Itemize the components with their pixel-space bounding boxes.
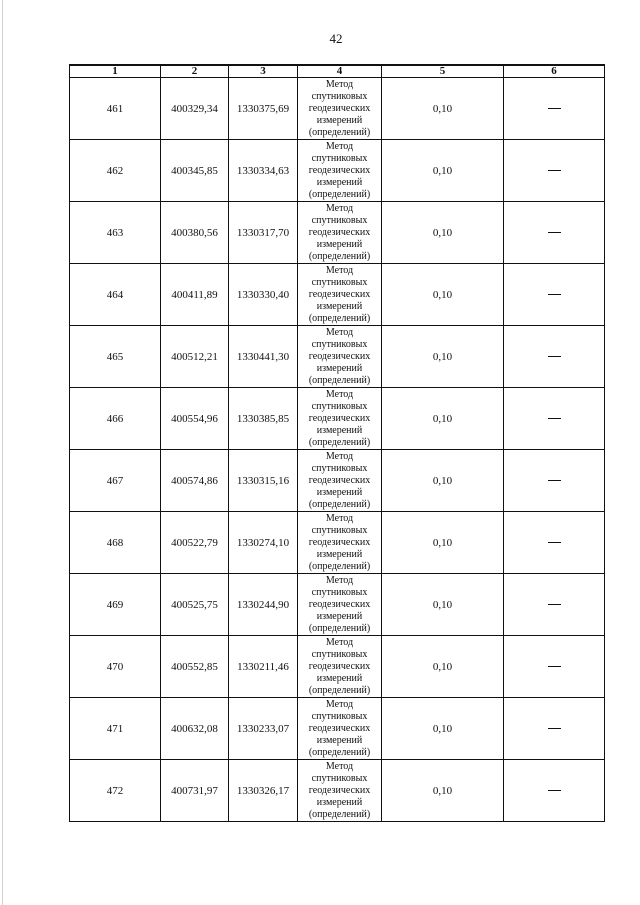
method-line: геодезических bbox=[308, 722, 371, 734]
accuracy-cell: 0,10 bbox=[382, 326, 504, 388]
method-cell bbox=[298, 450, 382, 512]
y-coordinate-cell: 1330211,46 bbox=[229, 636, 298, 698]
x-coordinate-cell: 400329,34 bbox=[161, 78, 229, 140]
method-cell bbox=[298, 760, 382, 822]
dash-mark bbox=[548, 356, 561, 357]
method-line: геодезических bbox=[308, 474, 371, 486]
method-line: спутниковых bbox=[311, 524, 368, 536]
table-row bbox=[70, 698, 605, 760]
header-row bbox=[70, 65, 605, 78]
y-coordinate-cell: 1330274,10 bbox=[229, 512, 298, 574]
method-line: (определений) bbox=[308, 746, 371, 758]
table-row bbox=[70, 636, 605, 698]
method-line: Метод bbox=[325, 760, 354, 772]
method-line: (определений) bbox=[308, 622, 371, 634]
point-number-cell: 467 bbox=[70, 450, 161, 512]
table-row bbox=[70, 760, 605, 822]
x-coordinate-cell: 400525,75 bbox=[161, 574, 229, 636]
point-number-cell: 470 bbox=[70, 636, 161, 698]
dash-mark bbox=[548, 232, 561, 233]
dash-mark bbox=[548, 728, 561, 729]
note-cell bbox=[504, 636, 605, 698]
note-cell bbox=[504, 698, 605, 760]
point-number-cell: 463 bbox=[70, 202, 161, 264]
accuracy-cell: 0,10 bbox=[382, 574, 504, 636]
method-line: геодезических bbox=[308, 784, 371, 796]
method-line: Метод bbox=[325, 388, 354, 400]
method-line: спутниковых bbox=[311, 462, 368, 474]
method-cell bbox=[298, 388, 382, 450]
x-coordinate-cell: 400380,56 bbox=[161, 202, 229, 264]
x-coordinate-cell: 400512,21 bbox=[161, 326, 229, 388]
method-line: (определений) bbox=[308, 436, 371, 448]
y-coordinate-cell: 1330334,63 bbox=[229, 140, 298, 202]
accuracy-cell: 0,10 bbox=[382, 698, 504, 760]
method-line: Метод bbox=[325, 202, 354, 214]
method-line: Метод bbox=[325, 698, 354, 710]
dash-mark bbox=[548, 480, 561, 481]
y-coordinate-cell: 1330441,30 bbox=[229, 326, 298, 388]
method-line: геодезических bbox=[308, 350, 371, 362]
method-line: Метод bbox=[325, 574, 354, 586]
column-header-2: 2 bbox=[161, 65, 229, 78]
table-row bbox=[70, 512, 605, 574]
accuracy-cell: 0,10 bbox=[382, 388, 504, 450]
point-number-cell: 461 bbox=[70, 78, 161, 140]
accuracy-cell: 0,10 bbox=[382, 760, 504, 822]
method-line: спутниковых bbox=[311, 710, 368, 722]
x-coordinate-cell: 400552,85 bbox=[161, 636, 229, 698]
method-line: геодезических bbox=[308, 288, 371, 300]
y-coordinate-cell: 1330385,85 bbox=[229, 388, 298, 450]
column-header-6: 6 bbox=[504, 65, 605, 78]
coordinates-table bbox=[69, 64, 605, 822]
x-coordinate-cell: 400411,89 bbox=[161, 264, 229, 326]
method-line: спутниковых bbox=[311, 648, 368, 660]
table-row bbox=[70, 202, 605, 264]
method-line: измерений bbox=[316, 424, 363, 436]
y-coordinate-cell: 1330326,17 bbox=[229, 760, 298, 822]
x-coordinate-cell: 400554,96 bbox=[161, 388, 229, 450]
method-line: спутниковых bbox=[311, 586, 368, 598]
method-line: спутниковых bbox=[311, 276, 368, 288]
method-line: Метод bbox=[325, 636, 354, 648]
dash-mark bbox=[548, 294, 561, 295]
note-cell bbox=[504, 512, 605, 574]
method-line: измерений bbox=[316, 486, 363, 498]
note-cell bbox=[504, 326, 605, 388]
method-line: спутниковых bbox=[311, 772, 368, 784]
table-row bbox=[70, 264, 605, 326]
method-line: (определений) bbox=[308, 250, 371, 262]
x-coordinate-cell: 400632,08 bbox=[161, 698, 229, 760]
method-cell bbox=[298, 140, 382, 202]
method-cell bbox=[298, 326, 382, 388]
method-line: (определений) bbox=[308, 684, 371, 696]
x-coordinate-cell: 400522,79 bbox=[161, 512, 229, 574]
method-line: измерений bbox=[316, 672, 363, 684]
y-coordinate-cell: 1330375,69 bbox=[229, 78, 298, 140]
note-cell bbox=[504, 202, 605, 264]
method-line: (определений) bbox=[308, 126, 371, 138]
point-number-cell: 469 bbox=[70, 574, 161, 636]
page-number: 42 bbox=[329, 31, 343, 46]
note-cell bbox=[504, 78, 605, 140]
y-coordinate-cell: 1330233,07 bbox=[229, 698, 298, 760]
point-number-cell: 465 bbox=[70, 326, 161, 388]
column-header-4: 4 bbox=[298, 65, 382, 78]
accuracy-cell: 0,10 bbox=[382, 636, 504, 698]
point-number-cell: 468 bbox=[70, 512, 161, 574]
accuracy-cell: 0,10 bbox=[382, 202, 504, 264]
method-line: геодезических bbox=[308, 598, 371, 610]
dash-mark bbox=[548, 666, 561, 667]
y-coordinate-cell: 1330330,40 bbox=[229, 264, 298, 326]
method-cell bbox=[298, 202, 382, 264]
dash-mark bbox=[548, 170, 561, 171]
coordinates-table-container bbox=[69, 64, 604, 822]
accuracy-cell: 0,10 bbox=[382, 450, 504, 512]
method-line: Метод bbox=[325, 140, 354, 152]
table-row bbox=[70, 78, 605, 140]
method-line: Метод bbox=[325, 78, 354, 90]
method-line: (определений) bbox=[308, 374, 371, 386]
dash-mark bbox=[548, 418, 561, 419]
note-cell bbox=[504, 388, 605, 450]
x-coordinate-cell: 400574,86 bbox=[161, 450, 229, 512]
method-cell bbox=[298, 78, 382, 140]
method-line: спутниковых bbox=[311, 152, 368, 164]
note-cell bbox=[504, 140, 605, 202]
method-line: Метод bbox=[325, 264, 354, 276]
x-coordinate-cell: 400345,85 bbox=[161, 140, 229, 202]
method-line: (определений) bbox=[308, 312, 371, 324]
method-line: измерений bbox=[316, 548, 363, 560]
dash-mark bbox=[548, 790, 561, 791]
method-line: спутниковых bbox=[311, 214, 368, 226]
y-coordinate-cell: 1330315,16 bbox=[229, 450, 298, 512]
x-coordinate-cell: 400731,97 bbox=[161, 760, 229, 822]
method-cell bbox=[298, 264, 382, 326]
table-row bbox=[70, 388, 605, 450]
dash-mark bbox=[548, 542, 561, 543]
accuracy-cell: 0,10 bbox=[382, 78, 504, 140]
method-line: геодезических bbox=[308, 412, 371, 424]
method-line: измерений bbox=[316, 238, 363, 250]
method-line: геодезических bbox=[308, 226, 371, 238]
method-line: геодезических bbox=[308, 102, 371, 114]
point-number-cell: 472 bbox=[70, 760, 161, 822]
column-header-1: 1 bbox=[70, 65, 161, 78]
point-number-cell: 462 bbox=[70, 140, 161, 202]
method-line: измерений bbox=[316, 610, 363, 622]
accuracy-cell: 0,10 bbox=[382, 140, 504, 202]
accuracy-cell: 0,10 bbox=[382, 264, 504, 326]
point-number-cell: 464 bbox=[70, 264, 161, 326]
dash-mark bbox=[548, 108, 561, 109]
accuracy-cell: 0,10 bbox=[382, 512, 504, 574]
table-row bbox=[70, 140, 605, 202]
method-line: геодезических bbox=[308, 536, 371, 548]
column-header-5: 5 bbox=[382, 65, 504, 78]
table-row bbox=[70, 450, 605, 512]
table-row bbox=[70, 574, 605, 636]
method-line: спутниковых bbox=[311, 338, 368, 350]
note-cell bbox=[504, 574, 605, 636]
method-line: спутниковых bbox=[311, 90, 368, 102]
method-line: (определений) bbox=[308, 498, 371, 510]
method-line: Метод bbox=[325, 450, 354, 462]
method-line: измерений bbox=[316, 176, 363, 188]
method-cell bbox=[298, 698, 382, 760]
method-line: измерений bbox=[316, 114, 363, 126]
scan-edge-line bbox=[2, 0, 3, 905]
method-line: Метод bbox=[325, 326, 354, 338]
method-line: (определений) bbox=[308, 560, 371, 572]
method-line: измерений bbox=[316, 796, 363, 808]
method-line: измерений bbox=[316, 734, 363, 746]
point-number-cell: 466 bbox=[70, 388, 161, 450]
table-body bbox=[70, 78, 605, 822]
note-cell bbox=[504, 760, 605, 822]
method-line: измерений bbox=[316, 362, 363, 374]
note-cell bbox=[504, 450, 605, 512]
method-line: геодезических bbox=[308, 660, 371, 672]
method-line: измерений bbox=[316, 300, 363, 312]
dash-mark bbox=[548, 604, 561, 605]
method-cell bbox=[298, 636, 382, 698]
method-line: (определений) bbox=[308, 808, 371, 820]
column-header-3: 3 bbox=[229, 65, 298, 78]
method-line: Метод bbox=[325, 512, 354, 524]
y-coordinate-cell: 1330244,90 bbox=[229, 574, 298, 636]
method-line: геодезических bbox=[308, 164, 371, 176]
point-number-cell: 471 bbox=[70, 698, 161, 760]
method-line: (определений) bbox=[308, 188, 371, 200]
method-cell bbox=[298, 512, 382, 574]
method-line: спутниковых bbox=[311, 400, 368, 412]
table-row bbox=[70, 326, 605, 388]
note-cell bbox=[504, 264, 605, 326]
method-cell bbox=[298, 574, 382, 636]
y-coordinate-cell: 1330317,70 bbox=[229, 202, 298, 264]
